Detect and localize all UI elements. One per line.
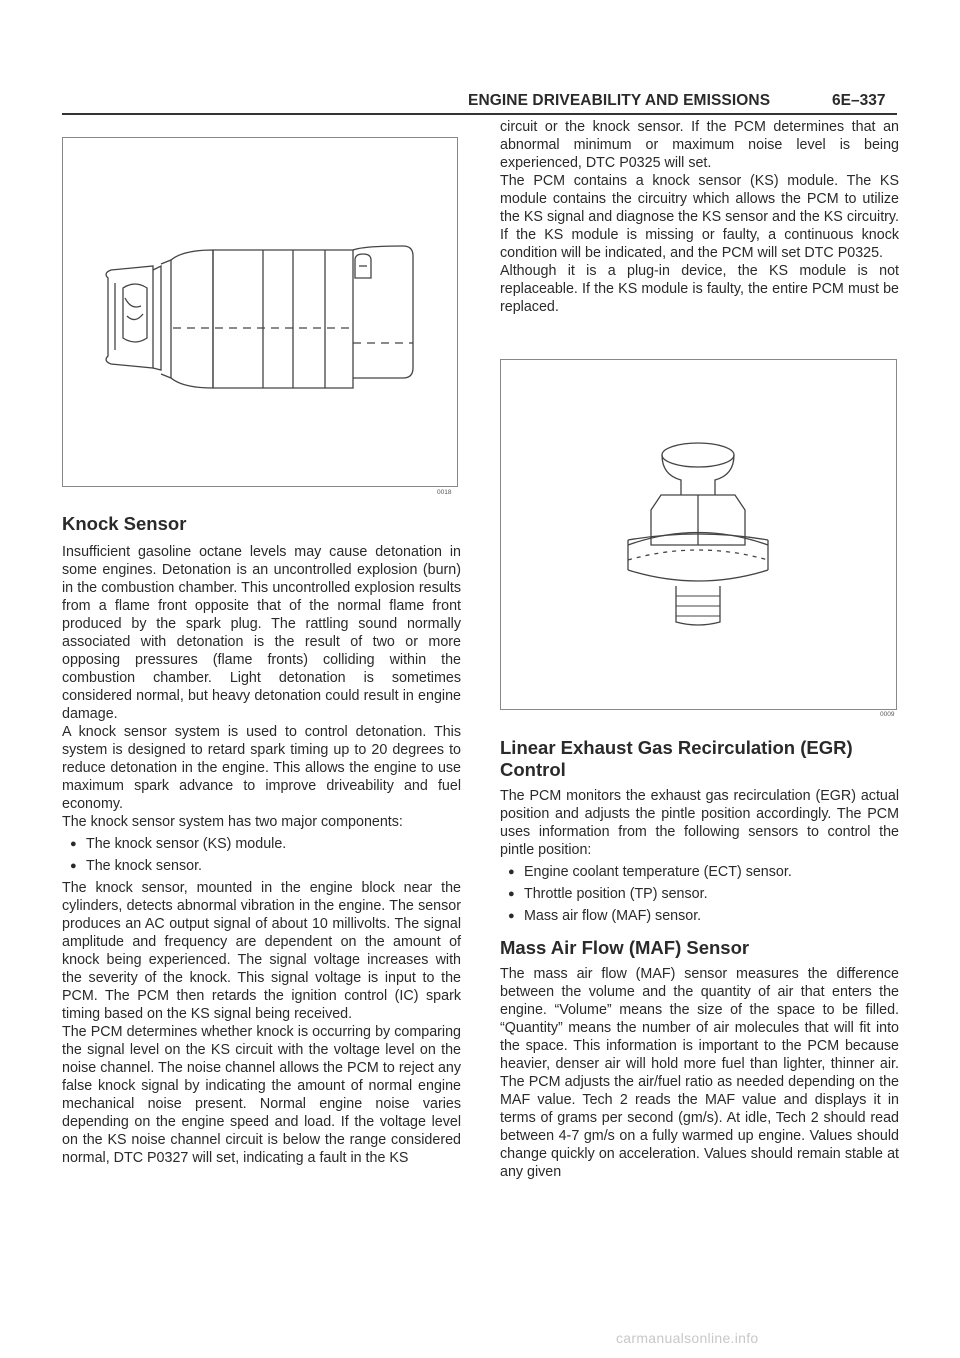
paragraph: The mass air flow (MAF) sensor measures the difference between the volume and the quantity of air that enters the engine. “Volume” means the size of the space to be filled. “Quantity” means the number of air molecules that will fit into the space. This information is important to the PCM because heavier, denser air will hold more fuel than lighter, thinner air. The PCM adjusts the air/fuel ratio as needed depending on the MAF value. Tech 2 reads the MAF value and displays it in terms of grams per second (gm/s). At idle, Tech 2 should read between 4-7 gm/s on a fully warmed up engine. Values should change quickly on acceleration. Values should remain stable at any given: [500, 966, 899, 1180]
list-item: [508, 863, 899, 881]
list-item-text: Engine coolant temperature (ECT) sensor.: [524, 864, 792, 880]
list-item: [508, 885, 899, 903]
left-column: [62, 513, 461, 1167]
paragraph: Insufficient gasoline octane levels may cause detonation in some engines. Detonation is an uncontrolled explosion (burn) in the combustion chamber. This uncontrolled explosion results from a flame front opposite that of the normal flame front produced by the spark plug. The rattling sound normally associated with detonation is the result of two or more opposing pressures (flame fronts) colliding within the combustion chamber. Light detonation is sometimes considered normal, but heavy detonation could result in engine damage.: [62, 544, 461, 722]
list-item: [70, 857, 461, 875]
paragraph: The PCM determines whether knock is occurring by comparing the signal level on the KS circuit with the voltage level on the noise channel. The noise channel allows the PCM to reject any false knock signal by indicating the amount of normal engine mechanical noise present. Normal engine noise varies depending on the engine speed and load. If the voltage level on the KS noise channel circuit is below the range considered normal, DTC P0327 will set, indicating a fault in the KS: [62, 1024, 461, 1166]
bullet-icon: ●: [70, 838, 77, 850]
heading-maf-sensor: Mass Air Flow (MAF) Sensor: [500, 937, 750, 958]
bullet-icon: ●: [508, 910, 515, 922]
list-item-text: Mass air flow (MAF) sensor.: [524, 908, 702, 924]
paragraph: The PCM contains a knock sensor (KS) module. The KS module contains the circuitry which allows the PCM to utilize the KS signal and diagnose the KS sensor and the KS circuitry. If the KS module is missing or faulty, a continuous knock condition will be indicated, and the PCM will set DTC P0325.: [500, 173, 899, 261]
paragraph: The knock sensor system has two major components:: [62, 814, 403, 830]
list-item: [508, 907, 899, 925]
bullet-icon: ●: [508, 888, 515, 900]
list-item-text: Throttle position (TP) sensor.: [524, 886, 708, 902]
paragraph: circuit or the knock sensor. If the PCM determines that an abnormal minimum or maximum noise level is being experienced, DTC P0325 will set.: [500, 119, 899, 171]
right-column-bottom: [500, 737, 899, 1181]
list-item-text: The knock sensor.: [86, 858, 203, 874]
list-item: [70, 835, 461, 853]
heading-egr-control: Linear Exhaust Gas Recirculation (EGR) Control: [500, 737, 853, 780]
page-number: 6E–337: [832, 92, 886, 109]
paragraph: Although it is a plug-in device, the KS module is not replaceable. If the KS module is faulty, the entire PCM must be replaced.: [500, 263, 899, 315]
figure-knock-sensor: [500, 359, 897, 710]
watermark: carmanualsonline.info: [616, 1330, 759, 1346]
figure-number: 0009: [880, 711, 895, 718]
right-column-top: [500, 118, 899, 316]
knock-sensor-connector-drawing: [63, 138, 457, 486]
list-item-text: The knock sensor (KS) module.: [86, 836, 287, 852]
section-title: ENGINE DRIVEABILITY AND EMISSIONS: [468, 92, 771, 109]
paragraph: The knock sensor, mounted in the engine block near the cylinders, detects abnormal vibration in the engine. The sensor produces an AC output signal of about 10 millivolts. The signal amplitude and frequency are dependent on the amount of knock being experienced. The signal voltage increases with the severity of the knock. This signal voltage is input to the PCM. The PCM then retards the ignition control (IC) spark timing based on the KS signal being received.: [62, 880, 461, 1022]
figure-number: 0018: [437, 489, 452, 496]
bullet-icon: ●: [508, 866, 515, 878]
figure-knock-sensor-connector: [62, 137, 458, 487]
heading-knock-sensor: Knock Sensor: [62, 513, 187, 534]
paragraph: A knock sensor system is used to control detonation. This system is designed to retard spark timing up to 20 degrees to reduce detonation in the engine. This allows the engine to use maximum spark advance to improve driveability and fuel economy.: [62, 724, 461, 812]
bullet-icon: ●: [70, 860, 77, 872]
knock-sensor-drawing: [501, 360, 896, 709]
header-rule: [62, 113, 897, 115]
paragraph: The PCM monitors the exhaust gas recirculation (EGR) actual position and adjusts the pintle position accordingly. The PCM uses information from the following sensors to control the pintle position:: [500, 788, 899, 858]
